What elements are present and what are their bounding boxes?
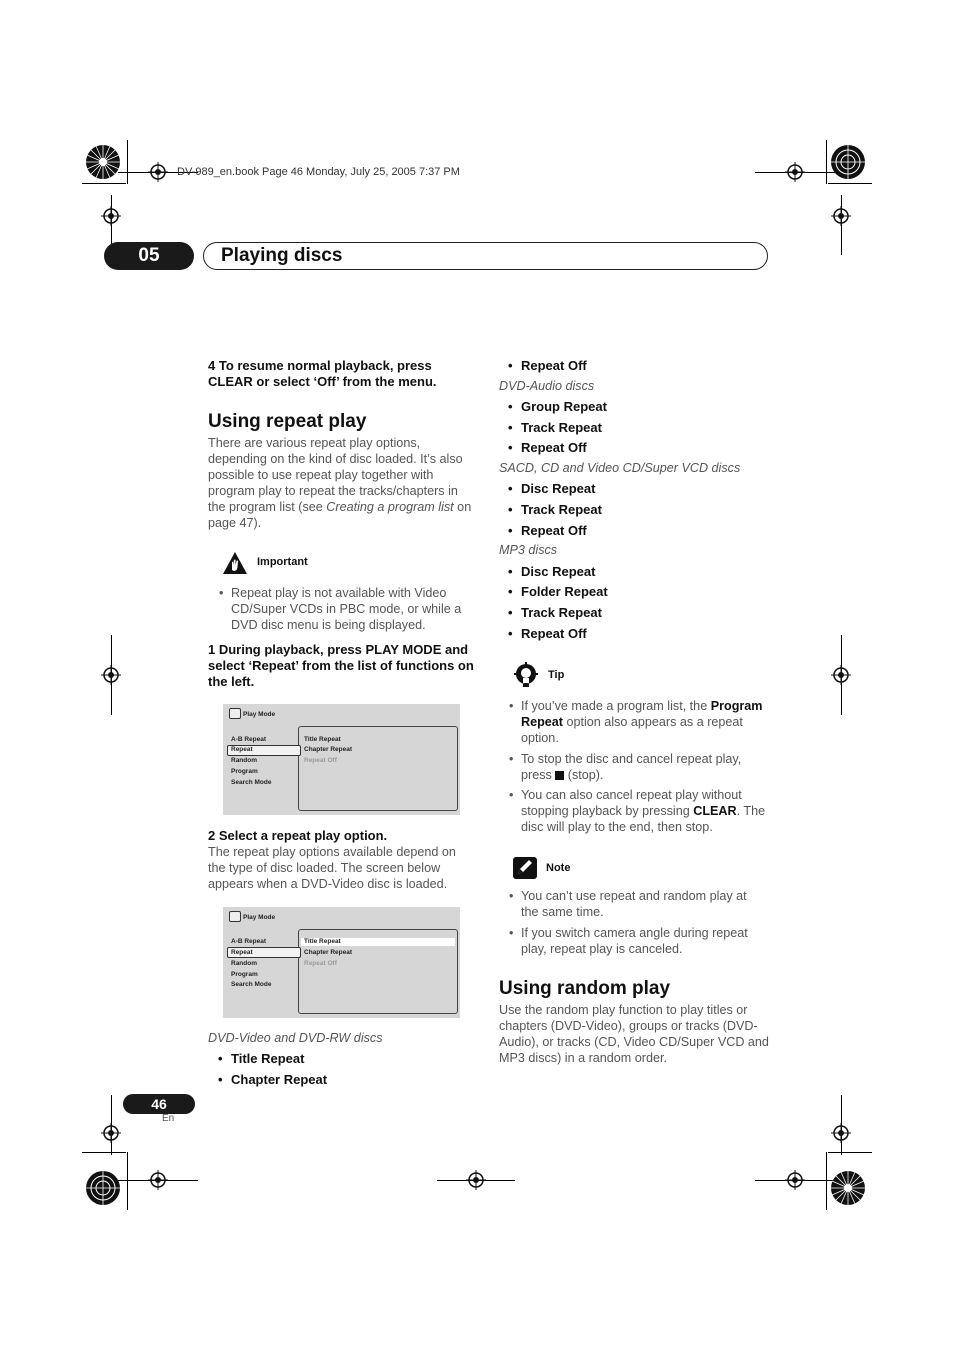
option-list-item: • Disc Repeat xyxy=(521,481,595,496)
option-list-item: • Group Repeat xyxy=(521,399,607,414)
screen-title: Play Mode xyxy=(243,914,276,921)
menu-item: Random xyxy=(231,960,257,967)
crosshair-icon xyxy=(148,162,168,182)
menu-item: Search Mode xyxy=(231,981,272,988)
important-text: Repeat play is not available with Video CD/Super VCDs in PBC mode, or while a DVD disc menu is being displayed. xyxy=(231,586,462,632)
option-list-item: • Repeat Off xyxy=(521,626,587,641)
intro-text: There are various repeat play options, depending on the kind of disc loaded. It’s also possible to use repeat play together with program play to repeat the tracks/chapters in the program list (see xyxy=(208,436,463,514)
menu-item: Repeat xyxy=(231,949,253,956)
crosshair-icon xyxy=(785,1170,805,1190)
warning-hand-icon xyxy=(222,551,248,575)
mp3-heading: MP3 discs xyxy=(499,543,558,557)
option-list-item: • Disc Repeat xyxy=(521,564,595,579)
bullet-dot: • xyxy=(219,586,224,600)
book-info-line: DV-989_en.book Page 46 Monday, July 25, 2005 7:37 PM xyxy=(177,166,460,178)
section-heading-repeat: Using repeat play xyxy=(208,411,367,432)
chapter-number-badge: 05 xyxy=(104,242,194,270)
intro-text-end: on page 47). xyxy=(208,500,472,530)
page-number-badge: 46 xyxy=(123,1094,195,1114)
screen-title: Play Mode xyxy=(243,711,276,718)
tip-item-1 xyxy=(509,698,767,746)
option-item-disabled: Repeat Off xyxy=(304,757,337,764)
crosshair-icon xyxy=(101,206,121,226)
option-item: Chapter Repeat xyxy=(304,949,353,956)
page-language: En xyxy=(162,1113,175,1124)
menu-item: Repeat xyxy=(231,746,253,753)
important-note xyxy=(219,585,475,633)
bullet-dot: • xyxy=(509,699,514,713)
crosshair-icon xyxy=(831,1123,851,1143)
bullet-dot: • xyxy=(509,752,514,766)
option-item: Title Repeat xyxy=(304,736,341,743)
lightbulb-icon xyxy=(513,662,539,688)
option-list-item: • Title Repeat xyxy=(231,1051,304,1066)
bullet-dot: • xyxy=(509,889,514,903)
note-text: You can’t use repeat and random play at the same time. xyxy=(521,889,747,919)
tip-bold-text: CLEAR xyxy=(693,804,737,818)
option-list-item: • Track Repeat xyxy=(521,605,602,620)
menu-item: Random xyxy=(231,757,257,764)
option-item: Chapter Repeat xyxy=(304,746,353,753)
crosshair-icon xyxy=(831,665,851,685)
option-list-item: • Track Repeat xyxy=(521,502,602,517)
menu-item: A-B Repeat xyxy=(231,938,267,945)
play-mode-icon xyxy=(229,708,241,719)
menu-item: Search Mode xyxy=(231,779,272,786)
pencil-note-icon xyxy=(513,857,537,879)
play-mode-screen-2 xyxy=(223,907,460,1018)
bullet-dot: • xyxy=(509,788,514,802)
menu-item: Program xyxy=(231,971,258,978)
note-item-2 xyxy=(509,925,767,957)
option-list-item: • Folder Repeat xyxy=(521,584,608,599)
tip-bold-text: Program Repeat xyxy=(521,699,763,729)
crosshair-icon xyxy=(785,162,805,182)
dvd-audio-heading: DVD-Audio discs xyxy=(499,379,595,393)
note-item-1 xyxy=(509,888,767,920)
important-label: Important xyxy=(257,556,308,568)
option-list-item: • Chapter Repeat xyxy=(231,1072,327,1087)
step-2: 2 Select a repeat play option. xyxy=(208,828,388,843)
option-list-item: • Repeat Off xyxy=(521,440,587,455)
repeat-intro xyxy=(208,435,476,531)
play-mode-icon xyxy=(229,911,241,922)
crosshair-icon xyxy=(466,1170,486,1190)
registration-target-icon xyxy=(826,140,870,184)
tip-text: To stop the disc and cancel repeat play, press xyxy=(521,752,742,782)
intro-link-text: Creating a program list xyxy=(326,500,454,514)
tip-label: Tip xyxy=(548,669,565,681)
registration-target-icon xyxy=(81,1166,125,1210)
section-heading-random: Using random play xyxy=(499,978,671,999)
tip-item-3 xyxy=(509,787,767,835)
option-item-disabled: Repeat Off xyxy=(304,960,337,967)
crosshair-icon xyxy=(101,1123,121,1143)
tip-text: You can also cancel repeat play without stopping playback by pressing xyxy=(521,788,742,818)
option-list-item: • Repeat Off xyxy=(521,523,587,538)
step-4: 4 To resume normal playback, press CLEAR or select ‘Off’ from the menu. xyxy=(208,358,437,389)
tip-text: (stop). xyxy=(564,768,604,782)
note-label: Note xyxy=(546,862,571,874)
random-description: Use the random play function to play titles or chapters (DVD-Video), groups or tracks (DVD-Audio), or tracks (CD, Video CD/Super VCD and MP3 discs) in a random order. xyxy=(499,1003,769,1065)
crosshair-icon xyxy=(101,665,121,685)
tip-text: option also appears as a repeat option. xyxy=(521,715,743,745)
option-item: Title Repeat xyxy=(304,938,341,945)
stop-icon xyxy=(555,771,564,780)
crosshair-icon xyxy=(148,1170,168,1190)
dvd-video-heading: DVD-Video and DVD-RW discs xyxy=(208,1031,383,1045)
note-text: If you switch camera angle during repeat play, repeat play is canceled. xyxy=(521,926,748,956)
play-mode-screen-1 xyxy=(223,704,460,815)
step-2-description: The repeat play options available depend on the type of disc loaded. The screen below appears when a DVD-Video disc is loaded. xyxy=(208,845,456,891)
registration-wheel-icon xyxy=(81,140,125,184)
tip-text: . The disc will play to the end, then stop. xyxy=(521,804,766,834)
menu-item: Program xyxy=(231,768,258,775)
bullet-dot: • xyxy=(509,926,514,940)
crosshair-icon xyxy=(831,206,851,226)
registration-wheel-icon xyxy=(826,1166,870,1210)
tip-item-2 xyxy=(509,751,767,783)
option-list-item: • Track Repeat xyxy=(521,420,602,435)
step-1: 1 During playback, press PLAY MODE and select ‘Repeat’ from the list of functions on the left. xyxy=(208,642,474,689)
chapter-title: Playing discs xyxy=(221,245,343,266)
menu-item: A-B Repeat xyxy=(231,736,267,743)
option-list-item: • Repeat Off xyxy=(521,358,587,373)
tip-text: If you’ve made a program list, the xyxy=(521,699,711,713)
sacd-heading: SACD, CD and Video CD/Super VCD discs xyxy=(499,461,741,475)
